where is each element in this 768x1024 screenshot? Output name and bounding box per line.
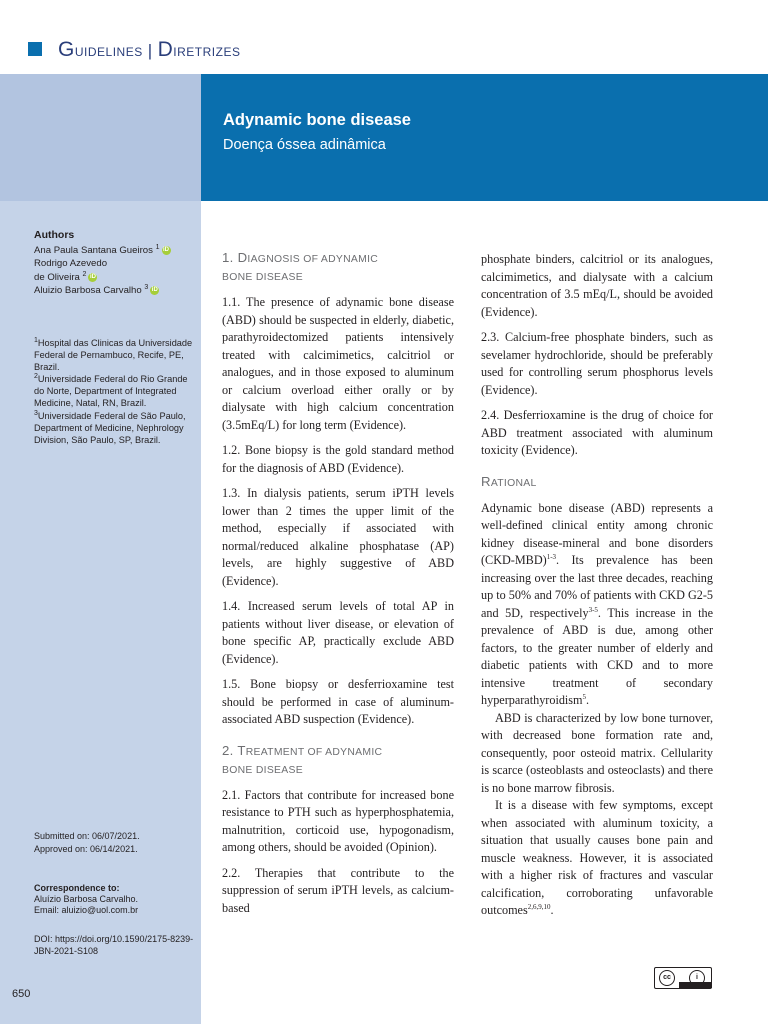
correspondence-label: Correspondence to: [34, 883, 120, 893]
author-3: Aluizio Barbosa Carvalho $^3$ iD [34, 283, 158, 296]
badge-strip [679, 982, 712, 988]
correspondence-name: Aluízio Barbosa Carvalho. [34, 894, 139, 904]
article-title-portuguese: Doença óssea adinâmica [223, 137, 386, 153]
submission-dates [34, 830, 194, 855]
paragraph-2-3: 2.3. Calcium-free phosphate binders, such as sevelamer hydrochloride, should be preferably used for controlling serum phosphorus levels (Evidence). [481, 330, 713, 397]
left-column [222, 250, 454, 925]
paragraph-1-4: 1.4. Increased serum levels of total AP in patients without liver disease, or elevation of bone specific AP, practically exclude ABD (Evidence). [222, 599, 454, 666]
affiliation-2: $^2$Universidade Federal do Rio Grande do Norte, Department of Integrated Medicine, Natal, RN, Brazil. [34, 373, 188, 409]
affiliation-1: $^1$Hospital das Clinicas da Universidade Federal de Pernambuco, Recife, PE, Brazil. [34, 336, 193, 373]
by-icon: i [689, 970, 705, 986]
correspondence-email[interactable]: Email: aluizio@uol.com.br [34, 905, 139, 915]
cc-icon: cc [659, 970, 675, 986]
sidebar [0, 74, 201, 1024]
rational-paragraph-2: ABD is characterized by low bone turnover, with decreased bone formation rate and, consequently, poor osteoid matrix. Cellularity is scarce (osteoblasts and osteoclasts) and there is no bone marrow fibrosis. [481, 710, 713, 795]
orcid-icon[interactable]: iD [89, 273, 96, 280]
header-square-icon [28, 42, 42, 56]
paragraph-2-2-continued: phosphate binders, calcitriol or its analogues, calcimimetics, and dialysate with a calcium concentration of 3.5 mEq/L, should be avoided (Evidence). [481, 252, 713, 319]
orcid-icon[interactable]: iD [163, 246, 170, 253]
approved-date: Approved on: 06/14/2021. [34, 843, 138, 854]
rational-paragraph-1: Adynamic bone disease (ABD) represents a well-defined clinical entity among chronic kidney disease-mineral and bone disorders $(CKD-MBD)^{1-3}$. Its prevalence has been increasing over the last three decades, reaching up to 50% and 70% of patients with CKD G2-5 and 5D, respectively$^{3-5}$. This increase in the prevalence of ABD is due, among other factors, to the greater number of elderly and diabetic patients with CKD and to more intensive treatment of secondary hyperparathyroidism$^5$. [481, 500, 713, 707]
paragraph-1-5: 1.5. Bone biopsy or desferrioxamine test should be performed in case of aluminum-associated ABD suspection (Evidence). [222, 677, 454, 726]
orcid-icon[interactable]: iD [151, 286, 158, 293]
header-separator: | [147, 41, 153, 60]
author-1: Ana Paula Santana Gueiros $^1$ iD [34, 243, 170, 256]
section-1-heading: 1. DIAGNOSIS OF ADYNAMIC BONE DISEASE [222, 250, 379, 283]
submitted-date: Submitted on: 06/07/2021. [34, 831, 140, 841]
affiliation-3: $^3$Universidade Federal de São Paulo, Department of Medicine, Nephrology Division, São Paulo, SP, Brazil. [34, 409, 186, 445]
authors-heading: Authors [34, 229, 75, 241]
article-title: Adynamic bone disease [223, 111, 411, 129]
author-list [34, 244, 194, 297]
paragraph-1-1: 1.1. The presence of adynamic bone disease (ABD) should be suspected in elderly, diabetic, parathyroidectomized patients intensively treated with calcimimetics, calcitriol or analogues, and in those exposed to aluminum or calcium overload either orally or by dialysate with high calcium concentration (3.5mEq/L) for long term (Evidence). [222, 295, 454, 432]
journal-header [0, 0, 768, 74]
correspondence [34, 883, 194, 916]
title-band [201, 74, 768, 201]
diretrizes-initial: D [157, 38, 174, 61]
paragraph-1-3: 1.3. In dialysis patients, serum iPTH levels lower than 2 times the upper limit of the method, especially if associated with normal/reduced alkaline phosphatase (AP) levels, are highly suggestive of ABD (Evidence). [222, 486, 454, 588]
doi-link[interactable]: DOI: https://doi.org/10.1590/2175-8239-JBN-2021-S108 [34, 934, 194, 956]
page-number: 650 [12, 988, 31, 1000]
rational-paragraph-3: It is a disease with few symptoms, except when associated with aluminum toxicity, a situation that usually causes bone pain and muscle weakness. However, it is associated with a higher risk of fractures and vascular calcification, corroborating unfavorable outcomes$^{2,6,9,10}$. [481, 798, 713, 917]
paragraph-1-2: 1.2. Bone biopsy is the gold standard method for the diagnosis of ABD (Evidence). [222, 443, 454, 475]
creative-commons-by-icon[interactable] [654, 967, 712, 989]
paragraph-2-1: 2.1. Factors that contribute for increased bone resistance to PTH such as hyperphosphatemia, malnutrition, corticoid use, hypogonadism, among others, should be avoided (Opinion). [222, 787, 454, 854]
rational-heading: RATIONAL [481, 473, 537, 489]
affiliations [34, 337, 194, 446]
guidelines-rest: uidelines [74, 41, 143, 60]
author-2: Rodrigo Azevedo [34, 258, 108, 270]
paragraph-2-2: 2.2. Therapies that contribute to the suppression of serum iPTH levels, as calcium-based [222, 865, 454, 915]
guidelines-initial: G [58, 38, 75, 61]
author-2-cont: de Oliveira $^2$ iD [34, 270, 96, 283]
sidebar-top-band [0, 74, 201, 201]
right-column [481, 251, 713, 920]
paragraph-2-4: 2.4. Desferrioxamine is the drug of choice for ABD treatment associated with aluminum toxicity (Evidence). [481, 408, 713, 457]
diretrizes-rest: iretrizes [173, 41, 241, 60]
section-2-heading: 2. TREATMENT OF ADYNAMIC BONE DISEASE [222, 742, 383, 776]
section-label [58, 38, 240, 62]
